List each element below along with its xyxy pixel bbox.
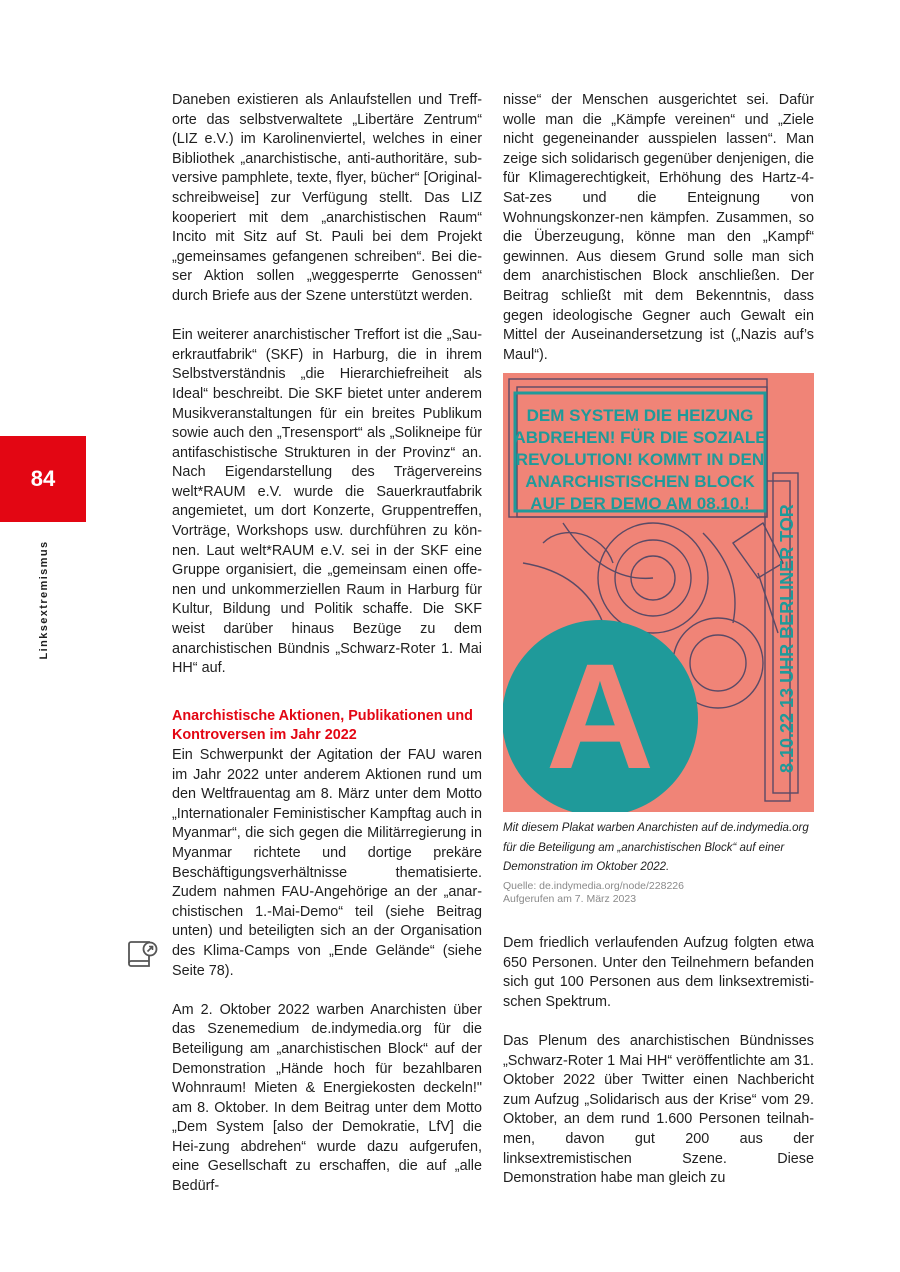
paragraph: nisse“ der Menschen ausgerichtet sei. Dafür wolle man die „Kämpfe vereinen“ und „Ziele nicht gegeneinander ausspielen lassen“. Man zeige sich solidarisch gegenüber denjenigen, die für Klimagerechtigkeit, Erhöhung des Hartz-4-Sat-zes und die Enteignung von Wohnungskonzer-nen kämpfen. Zusammen, so die Überzeugung, könne man den „Kampf“ gewinnen. Aus diesem Grund solle man sich dem anarchistischen Block anschließen. Der Beitrag schließt mit dem Bekenntnis, dass gegen ideologische Gegner auch Gewalt ein Mittel der Auseinandersetzung ist („Nazis auf’s Maul“). bbox=[503, 92, 814, 363]
left-column bbox=[172, 91, 482, 1197]
access-date: Aufgerufen am 7. März 2023 bbox=[503, 893, 637, 905]
book-link-icon bbox=[126, 937, 160, 971]
right-column-bottom bbox=[503, 934, 814, 1189]
poster-line: REVOLUTION! KOMMT IN DEN bbox=[515, 450, 765, 469]
section-heading: Anarchistische Aktionen, Publikationen und Kontroversen im Jahr 2022 bbox=[172, 707, 473, 744]
source-line: Quelle: de.indymedia.org/node/228226 bbox=[503, 880, 684, 892]
paragraph: Dem friedlich verlaufenden Aufzug folgten etwa 650 Personen. Unter den Teilnehmern befanden sich gut 100 Personen aus dem linksextremisti-schen Spektrum. bbox=[503, 935, 814, 1010]
paragraph: Ein weiterer anarchistischer Treffort ist die „Sau-erkrautfabrik“ (SKF) in Harburg, die in ihrem Selbstverständnis „die Hierarchiefreiheit als Ideal“ beschreibt. Die SKF bietet unter anderem Musikveranstaltungen für ein breites Publikum sowie auch den „Tresensport“ als „Solikneipe für antifaschistische Strukturen in der Provinz“ an. Nach Eigendarstellung des Trägervereins welt*RAUM e.V. wurde die Sauerkrautfabrik angemietet, um dort Konzerte, Gruppentreffen, Vorträge, Workshops usw. durchführen zu kön-nen. Laut welt*RAUM e.V. sei in der SKF eine Gruppe organisiert, die „gemeinsam einen offe-nen und unkommerziellen Raum in Harburg für Kultur, Bildung und Politik schaffe. Die SKF weist darüber hinaus Bezüge zu dem anarchistischen Bündnis „Schwarz-Roter 1. Mai HH“ auf. bbox=[172, 327, 482, 677]
image-caption: Mit diesem Plakat warben Anarchisten auf de.indymedia.org für die Beteiligung am „anarchistischen Block“ auf einer Demonstration im Oktober 2022. bbox=[503, 822, 809, 874]
poster-image bbox=[503, 373, 814, 812]
right-column-top bbox=[503, 91, 814, 365]
image-source bbox=[503, 880, 823, 906]
page-number-tab bbox=[0, 436, 86, 522]
anarchy-symbol-letter: A bbox=[545, 632, 655, 800]
poster-line: ABDREHEN! FÜR DIE SOZIALE bbox=[513, 428, 767, 447]
paragraph: Am 2. Oktober 2022 warben Anarchisten über das Szenemedium de.indymedia.org für die Beteiligung am „anarchistischen Block“ auf der Demonstration „Hände hoch für bezahlbaren Wohnraum! Mieten & Energiekosten deckeln!" am 8. Oktober. In dem Beitrag unter dem Motto „Dem System [also der Demokratie, LfV] die Hei-zung abdrehen“ wurde dazu aufgerufen, eine Gesellschaft zu erschaffen, die auf „alle Bedürf- bbox=[172, 1001, 482, 1195]
poster-side-text: 8.10.22 13 UHR BERLINER TOR bbox=[777, 504, 797, 773]
paragraph: Ein Schwerpunkt der Agitation der FAU waren im Jahr 2022 unter anderem Aktionen rund um den Weltfrauentag am 8. März unter dem Motto „Internationaler Feministischer Kampftag auch in Myanmar“, die sich gegen die Militärregierung in Myanmar richtete und dortige prekäre Beschäftigungsverhältnisse thematisierte. Zudem nahmen FAU-Angehörige an der „anar-chistischen 1.-Mai-Demo“ teil (siehe Beitrag unten) und beteiligten sich an der Organisation des Klima-Camps von „Ende Gelände“ (siehe Seite 78). bbox=[172, 747, 482, 979]
poster-line: AUF DER DEMO AM 08.10.! bbox=[530, 494, 750, 513]
section-label: Linksextremismus bbox=[38, 540, 50, 660]
page-number: 84 bbox=[30, 466, 56, 491]
paragraph: Daneben existieren als Anlaufstellen und Treff-orte das selbstverwaltete „Libertäre Zentrum“ (LIZ e.V.) im Karolinenviertel, welches in einer Bibliothek „anarchistische, anti-authoritäre, sub-versive pamphlete, texte, flyer, bücher“ [Original-schreibweise] zur Verfügung stellt. Das LIZ kooperiert mit dem „anarchistischen Raum“ Incito mit Sitz auf St. Pauli bei dem Projekt „gemeinsames gefangenen schreiben“. Bei die-ser Aktion sollen „weggesperrte Genossen“ durch Briefe aus der Szene unterstützt werden. bbox=[172, 92, 482, 304]
poster-line: DEM SYSTEM DIE HEIZUNG bbox=[526, 406, 754, 425]
poster-line: ANARCHISTISCHEN BLOCK bbox=[525, 472, 755, 491]
paragraph: Das Plenum des anarchistischen Bündnisses „Schwarz-Roter 1 Mai HH“ veröffentlichte am 31. Oktober 2022 über Twitter einen Nachbericht zum Aufzug „Solidarisch aus der Krise“ vom 29. Oktober, an dem rund 1.600 Personen teilnah-men, davon gut 200 aus der linksextremistischen Szene. Diese Demonstration habe man gleich zu bbox=[503, 1032, 814, 1187]
